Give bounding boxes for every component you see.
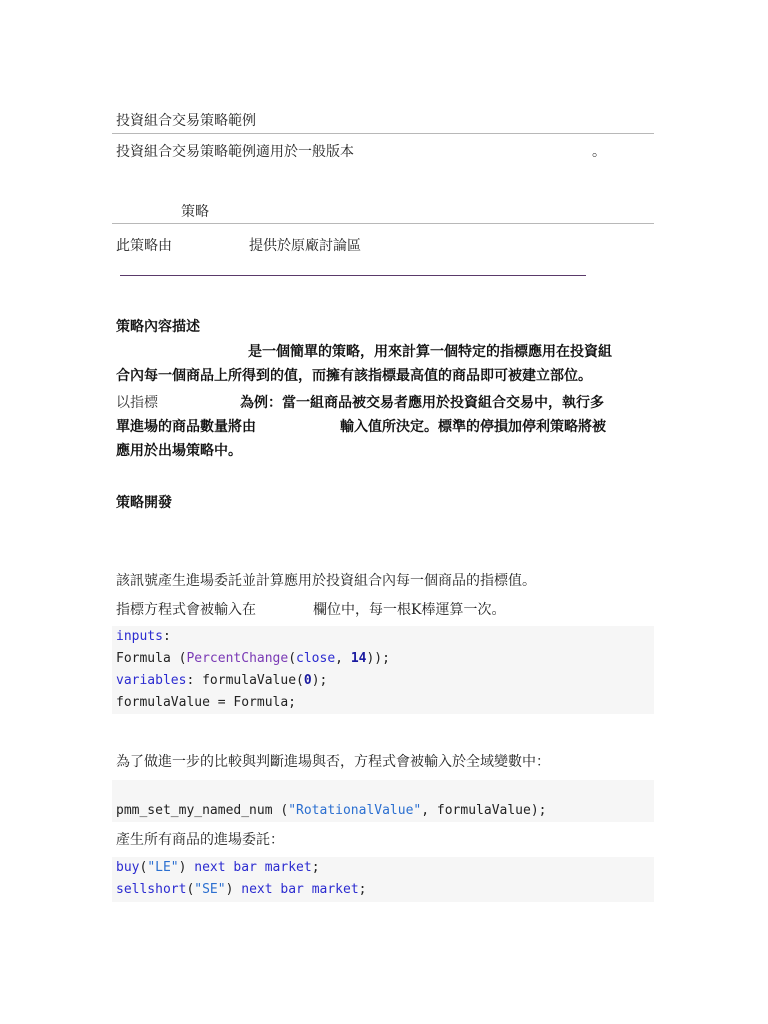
- description-p2-line3: 應用於出場策略中。: [116, 443, 242, 459]
- formula-input-prefix: 指標方程式會被輸入在: [116, 602, 256, 618]
- entry-orders-description: 產生所有商品的進場委託：: [116, 832, 284, 848]
- provided-location: 提供於原廠討論區: [249, 238, 361, 254]
- strategy-heading: 策略: [181, 204, 209, 220]
- provided-by-label: 此策略由: [116, 238, 172, 254]
- code-line: pmm_set_my_named_num ("RotationalValue", formulaValue);: [116, 803, 547, 818]
- link-underline: [120, 275, 586, 276]
- description-p2-line1: 為例：當一組商品被交易者應用於投資組合交易中，執行多: [240, 395, 604, 411]
- title-divider: [112, 133, 654, 134]
- development-heading: 策略開發: [116, 495, 172, 511]
- version-note-period: 。: [592, 144, 606, 160]
- description-p1-line1: 是一個簡單的策略，用來計算一個特定的指標應用在投資組: [248, 344, 612, 360]
- page-title: 投資組合交易策略範例: [116, 113, 256, 129]
- description-p2-line2b: 輸入值所決定。標準的停損加停利策略將被: [340, 419, 606, 435]
- description-heading: 策略內容描述: [116, 319, 200, 335]
- code-line: sellshort("SE") next bar market;: [116, 882, 367, 897]
- version-note: 投資組合交易策略範例適用於一般版本: [116, 144, 354, 160]
- code-line: formulaValue = Formula;: [116, 695, 297, 710]
- code-block-orders: [112, 857, 654, 902]
- code-line: buy("LE") next bar market;: [116, 860, 320, 875]
- description-p2-line2a: 單進場的商品數量將由: [116, 419, 256, 435]
- indicator-prefix: 以指標: [116, 395, 158, 411]
- formula-input-suffix: 欄位中，每一根K棒運算一次。: [313, 602, 506, 618]
- global-variable-description: 為了做進一步的比較與判斷進場與否，方程式會被輸入於全域變數中：: [116, 754, 550, 770]
- code-line: variables: formulaValue(0);: [116, 673, 328, 688]
- code-line: Formula (PercentChange(close, 14));: [116, 651, 390, 666]
- description-paragraph-1: [116, 340, 656, 388]
- description-p1-line2: 合內每一個商品上所得到的值，而擁有該指標最高值的商品即可被建立部位。: [116, 368, 592, 384]
- strategy-divider: [112, 223, 654, 224]
- code-block-inputs: [112, 626, 654, 714]
- signal-description: 該訊號產生進場委託並計算應用於投資組合內每一個商品的指標值。: [116, 573, 536, 589]
- description-paragraph-2: [116, 391, 656, 463]
- code-line: inputs:: [116, 629, 171, 644]
- code-block-global: [112, 780, 654, 822]
